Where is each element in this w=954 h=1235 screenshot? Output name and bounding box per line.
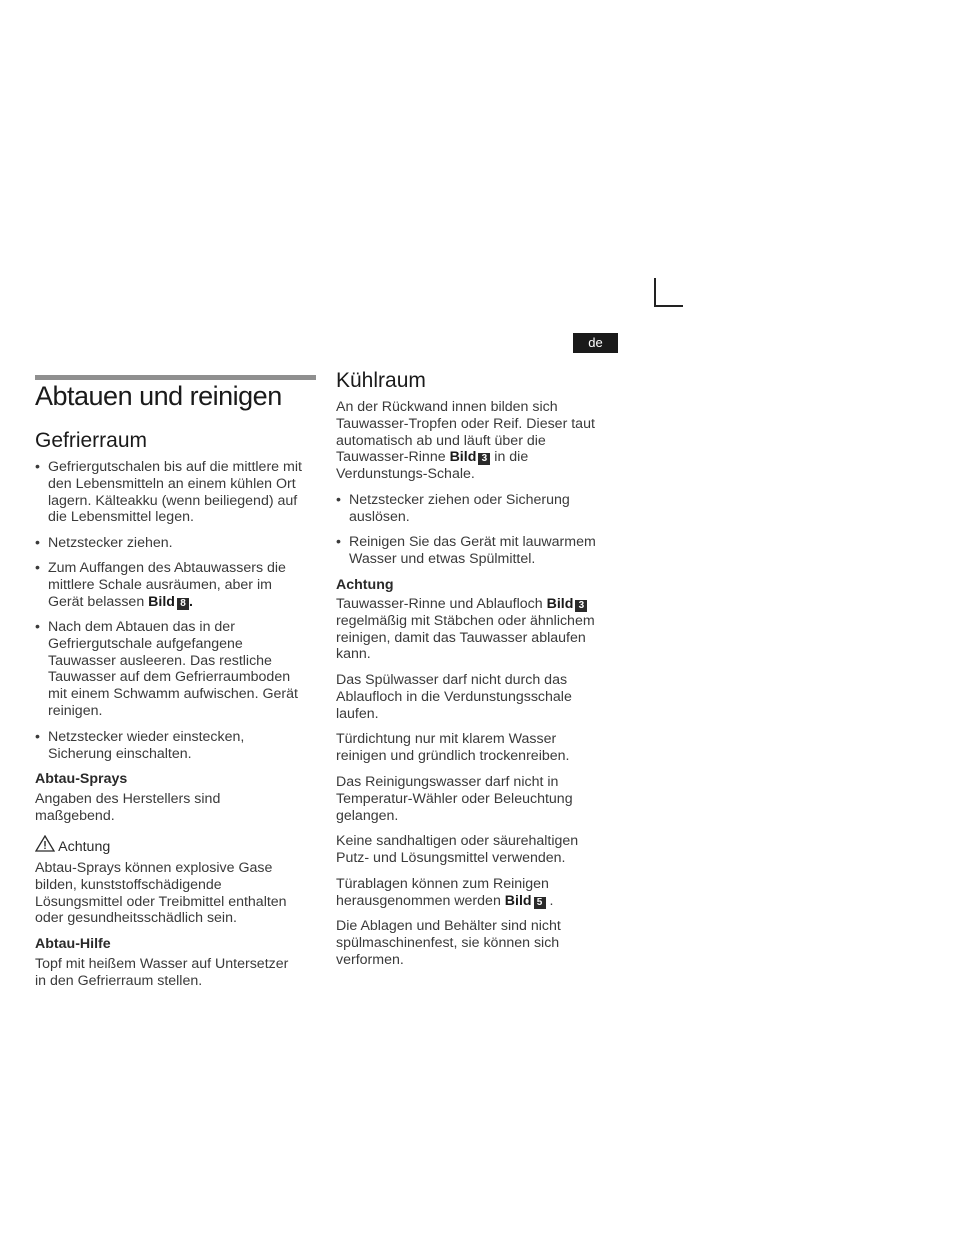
paragraph	[336, 774, 626, 824]
heading-gefrierraum: Gefrierraum	[35, 429, 148, 452]
subheading-achtung: Achtung	[336, 577, 394, 593]
gefrierraum-list	[35, 619, 325, 720]
subheading-abtau-hilfe: Abtau-Hilfe	[35, 936, 111, 952]
line: in den Gefrierraum stellen.	[35, 972, 203, 989]
line: Das Spülwasser darf nicht durch das	[336, 672, 568, 688]
line: Netzstecker ziehen.	[48, 535, 173, 551]
line: Die Ablagen und Behälter sind nicht	[336, 918, 561, 934]
line: maßgebend.	[35, 807, 115, 824]
line: Tauwasser auf dem Gefrierraumboden	[48, 669, 291, 686]
paragraph	[336, 731, 626, 765]
figure-number-badge: 8	[177, 598, 189, 610]
line: Verdunstungs-Schale.	[336, 466, 475, 483]
crop-mark-vertical	[654, 278, 656, 306]
list-item	[35, 560, 325, 610]
line: Nach dem Abtauen das in der	[48, 619, 235, 635]
line: laufen.	[336, 705, 379, 722]
gefrierraum-list	[35, 459, 325, 526]
paragraph	[35, 956, 325, 990]
line: Keine sandhaltigen oder säurehaltigen	[336, 833, 579, 849]
line: Tauwasser ausleeren. Das restliche	[48, 652, 272, 669]
line: .	[545, 892, 554, 909]
line: die Lebensmittel legen.	[48, 509, 194, 526]
line: automatisch ab und läuft über die	[336, 432, 546, 449]
line: Netzstecker ziehen oder Sicherung	[349, 492, 570, 508]
list-item	[35, 459, 325, 526]
subheading-abtau-sprays: Abtau-Sprays	[35, 771, 128, 787]
kuehlraum-list	[336, 534, 626, 568]
figure-ref: Bild	[546, 596, 574, 612]
figure-number-badge: 5	[534, 897, 546, 909]
line: spülmaschinenfest, sie können sich	[336, 934, 560, 951]
warning-label: Achtung	[58, 839, 111, 855]
paragraph	[336, 918, 626, 968]
list-item	[336, 534, 626, 568]
paragraph	[336, 672, 626, 722]
line: Reinigen Sie das Gerät mit lauwarmem	[349, 534, 596, 550]
line: reinigen und gründlich trockenreiben.	[336, 747, 570, 764]
gefrierraum-list	[35, 729, 325, 763]
figure-number-badge: 3	[575, 600, 587, 612]
line: Das Reinigungswasser darf nicht in	[336, 774, 559, 790]
line: verformen.	[336, 951, 404, 968]
paragraph	[336, 833, 626, 867]
paragraph	[35, 860, 325, 927]
warning-triangle-icon	[35, 835, 55, 852]
list-item	[336, 492, 626, 526]
paragraph	[336, 399, 626, 483]
line: Gefriergutschale aufgefangene	[48, 635, 243, 652]
line: gelangen.	[336, 807, 399, 824]
line: Ablaufloch in die Verdunstungsschale	[336, 688, 572, 705]
line: Topf mit heißem Wasser auf Untersetzer	[35, 956, 289, 972]
line: kann.	[336, 646, 371, 663]
language-tab: de	[573, 333, 618, 353]
figure-ref: Bild	[449, 449, 477, 466]
figure-ref: Bild	[504, 892, 532, 909]
line: mit einem Schwamm aufwischen. Gerät	[48, 686, 298, 703]
paragraph	[336, 876, 626, 910]
line: Tauwasser-Rinne	[336, 449, 450, 466]
gefrierraum-list	[35, 535, 325, 552]
line: .	[188, 593, 193, 610]
crop-mark-horizontal	[654, 305, 683, 307]
line: oder gesundheitsschädlich sein.	[35, 910, 237, 927]
kuehlraum-list	[336, 492, 626, 526]
line: Tauwasser-Tropfen oder Reif. Dieser taut	[336, 415, 595, 432]
line: Putz- und Lösungsmittel verwenden.	[336, 849, 566, 866]
line: Zum Auffangen des Abtauwassers die	[48, 560, 286, 576]
line: Gerät belassen	[48, 593, 149, 610]
line: reinigen.	[48, 702, 103, 719]
figure-ref: Bild	[148, 593, 175, 610]
gefrierraum-list	[35, 560, 325, 610]
figure-number-badge: 3	[478, 453, 490, 465]
paragraph	[336, 596, 626, 663]
title-rule	[35, 375, 316, 380]
line: Sicherung einschalten.	[48, 745, 192, 762]
line: bilden, kunststoffschädigende	[35, 876, 222, 893]
warning-heading	[35, 835, 110, 855]
line: Gefriergutschalen bis auf die mittlere mit	[48, 459, 302, 475]
paragraph	[35, 791, 317, 825]
line: herausgenommen werden	[336, 892, 505, 909]
list-item	[35, 619, 325, 720]
line: in die	[490, 449, 529, 466]
line: An der Rückwand innen bilden sich	[336, 399, 558, 415]
heading-kuehlraum: Kühlraum	[336, 369, 426, 392]
list-item	[35, 535, 325, 552]
line: reinigen, damit das Tauwasser ablaufen	[336, 629, 586, 646]
line: Wasser und etwas Spülmittel.	[349, 550, 536, 567]
line: Tauwasser-Rinne und Ablaufloch	[336, 596, 547, 612]
page-title: Abtauen und reinigen	[35, 381, 282, 411]
line: Türablagen können zum Reinigen	[336, 876, 549, 892]
line: Lösungsmittel oder Treibmittel enthalten	[35, 893, 287, 910]
line: mittlere Schale ausräumen, aber im	[48, 576, 272, 593]
line: lagern. Kälteakku (wenn beiliegend) auf	[48, 492, 298, 509]
line: den Lebensmitteln an einem kühlen Ort	[48, 475, 296, 492]
line: regelmäßig mit Stäbchen oder ähnlichem	[336, 612, 595, 629]
list-item	[35, 729, 325, 763]
line: Temperatur-Wähler oder Beleuchtung	[336, 790, 573, 807]
line: Angaben des Herstellers sind	[35, 791, 221, 807]
line: Türdichtung nur mit klarem Wasser	[336, 731, 557, 747]
line: Netzstecker wieder einstecken,	[48, 729, 245, 745]
line: Abtau-Sprays können explosive Gase	[35, 860, 273, 876]
line: auslösen.	[349, 508, 410, 525]
